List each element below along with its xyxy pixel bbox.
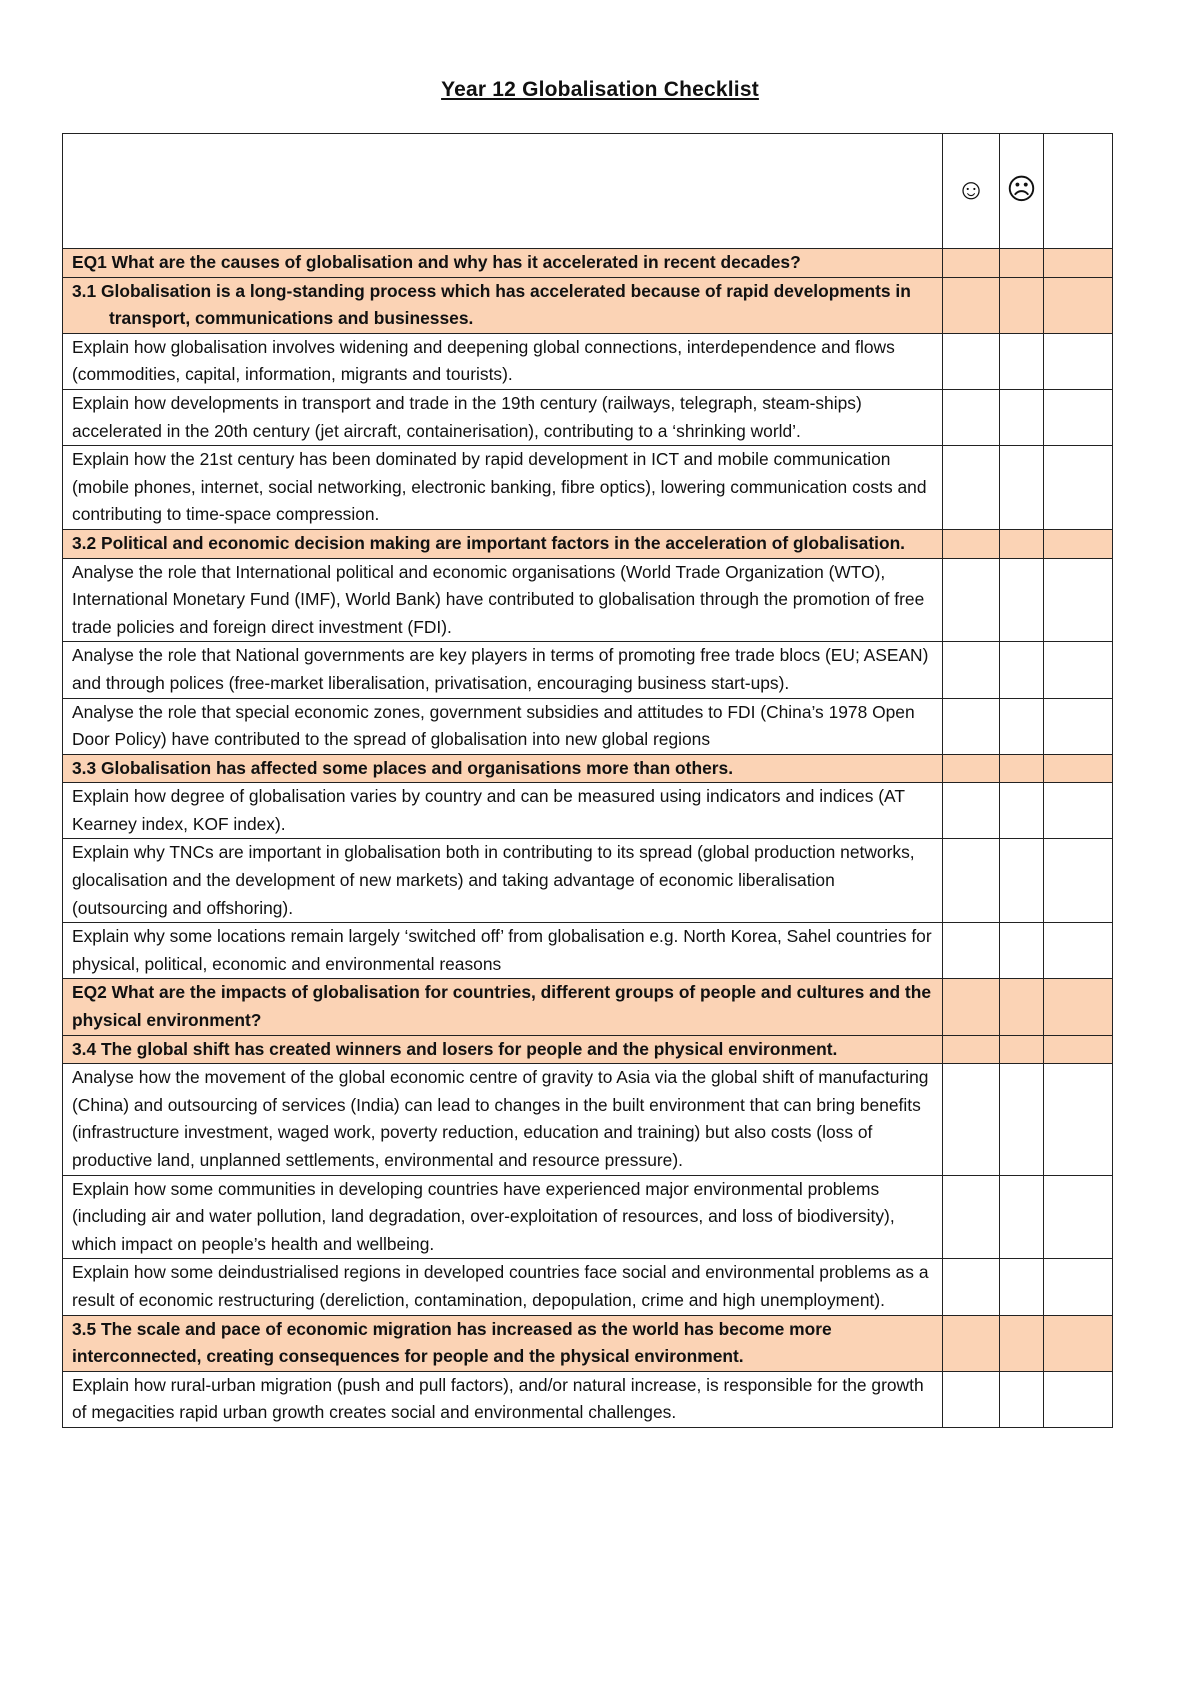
checklist-table (62, 133, 1113, 1428)
extra-check-cell[interactable] (1044, 783, 1113, 839)
checklist-item-text: Explain how developments in transport and trade in the 19th century (railways, telegraph, steam-ships) accelerated in the 20th century (jet aircraft, containerisation), contributing to a ‘shrinking world’. (63, 389, 943, 445)
extra-check-cell (1044, 1035, 1113, 1064)
checklist-item-row (63, 1064, 1113, 1175)
extra-check-cell[interactable] (1044, 839, 1113, 923)
happy-check-cell (943, 277, 1000, 333)
sad-check-cell[interactable] (1000, 1064, 1044, 1175)
happy-check-cell[interactable] (943, 1175, 1000, 1259)
section-heading-row (63, 1315, 1113, 1371)
checklist-item-text: Analyse how the movement of the global economic centre of gravity to Asia via the global shift of manufacturing (China) and outsourcing of services (India) can lead to changes in the built environment that can bring benefits (infrastructure investment, waged work, poverty reduction, education and training) but also costs (loss of productive land, unplanned settlements, environmental and resource pressure). (63, 1064, 943, 1175)
checklist-item-text: Explain how some communities in developing countries have experienced major environmental problems (including air and water pollution, land degradation, over-exploitation of resources, and loss of biodiversity), which impact on people’s health and wellbeing. (63, 1175, 943, 1259)
extra-check-cell[interactable] (1044, 333, 1113, 389)
sad-check-cell (1000, 754, 1044, 783)
checklist-item-row (63, 558, 1113, 642)
extra-check-cell[interactable] (1044, 389, 1113, 445)
sad-check-cell (1000, 249, 1044, 278)
happy-check-cell (943, 1315, 1000, 1371)
checklist-item-row (63, 839, 1113, 923)
section-heading-row (63, 529, 1113, 558)
extra-check-cell[interactable] (1044, 1175, 1113, 1259)
sad-check-cell[interactable] (1000, 698, 1044, 754)
happy-check-cell[interactable] (943, 333, 1000, 389)
header-row (63, 134, 1113, 249)
sad-check-cell (1000, 277, 1044, 333)
happy-check-cell[interactable] (943, 698, 1000, 754)
sad-check-cell[interactable] (1000, 1259, 1044, 1315)
checklist-item-text: Explain how degree of globalisation varies by country and can be measured using indicators and indices (AT Kearney index, KOF index). (63, 783, 943, 839)
happy-check-cell[interactable] (943, 558, 1000, 642)
happy-check-cell (943, 1035, 1000, 1064)
checklist-item-text: Analyse the role that International political and economic organisations (World Trade Organization (WTO), International Monetary Fund (IMF), World Bank) have contributed to globalisation through the promotion of free trade policies and foreign direct investment (FDI). (63, 558, 943, 642)
sad-check-cell (1000, 529, 1044, 558)
checklist-item-row (63, 389, 1113, 445)
extra-check-cell[interactable] (1044, 1371, 1113, 1427)
sad-check-cell[interactable] (1000, 923, 1044, 979)
checklist-item-text: Explain how some deindustrialised regions in developed countries face social and environmental problems as a result of economic restructuring (dereliction, contamination, depopulation, crime and high unemployment). (63, 1259, 943, 1315)
happy-check-cell[interactable] (943, 923, 1000, 979)
happy-check-cell[interactable] (943, 839, 1000, 923)
extra-check-cell (1044, 979, 1113, 1035)
section-heading-text: EQ1 What are the causes of globalisation and why has it accelerated in recent decades? (63, 249, 943, 278)
happy-check-cell (943, 529, 1000, 558)
checklist-item-text: Analyse the role that special economic zones, government subsidies and attitudes to FDI (China’s 1978 Open Door Policy) have contributed to the spread of globalisation into new global regions (63, 698, 943, 754)
checklist-item-row (63, 698, 1113, 754)
checklist-item-row (63, 783, 1113, 839)
extra-check-cell[interactable] (1044, 923, 1113, 979)
sad-check-cell[interactable] (1000, 389, 1044, 445)
checklist-item-text: Explain why TNCs are important in globalisation both in contributing to its spread (global production networks, glocalisation and the development of new markets) and taking advantage of economic liberalisation (outsourcing and offshoring). (63, 839, 943, 923)
checklist-item-row (63, 1259, 1113, 1315)
section-heading-row (63, 1035, 1113, 1064)
section-heading-text: EQ2 What are the impacts of globalisation for countries, different groups of people and cultures and the physical environment? (63, 979, 943, 1035)
extra-check-cell (1044, 1315, 1113, 1371)
happy-check-cell[interactable] (943, 1259, 1000, 1315)
section-heading-row (63, 249, 1113, 278)
extra-check-cell (1044, 277, 1113, 333)
sad-check-cell[interactable] (1000, 558, 1044, 642)
sad-check-cell (1000, 979, 1044, 1035)
section-heading-text: 3.2 Political and economic decision making are important factors in the acceleration of globalisation. (63, 529, 943, 558)
section-heading-text: 3.3 Globalisation has affected some places and organisations more than others. (63, 754, 943, 783)
extra-check-cell[interactable] (1044, 642, 1113, 698)
checklist-item-text: Explain how the 21st century has been dominated by rapid development in ICT and mobile communication (mobile phones, internet, social networking, electronic banking, fibre optics), lowering communication costs and contributing to time-space compression. (63, 446, 943, 530)
section-heading-text: 3.4 The global shift has created winners and losers for people and the physical environment. (63, 1035, 943, 1064)
checklist-item-row (63, 642, 1113, 698)
checklist-item-row (63, 923, 1113, 979)
extra-check-cell[interactable] (1044, 698, 1113, 754)
happy-check-cell[interactable] (943, 446, 1000, 530)
happy-check-cell[interactable] (943, 1064, 1000, 1175)
sad-face-icon: ☹ (1000, 134, 1044, 249)
checklist-item-row (63, 1175, 1113, 1259)
section-heading-text: 3.1 Globalisation is a long-standing process which has accelerated because of rapid developments in transport, communications and businesses. (63, 277, 943, 333)
header-blank-cell (63, 134, 943, 249)
checklist-item-text: Explain how globalisation involves widening and deepening global connections, interdependence and flows (commodities, capital, information, migrants and tourists). (63, 333, 943, 389)
checklist-item-text: Explain why some locations remain largely ‘switched off’ from globalisation e.g. North Korea, Sahel countries for physical, political, economic and environmental reasons (63, 923, 943, 979)
happy-check-cell (943, 249, 1000, 278)
checklist-item-row (63, 446, 1113, 530)
page-title: Year 12 Globalisation Checklist (441, 78, 759, 101)
sad-check-cell[interactable] (1000, 446, 1044, 530)
extra-check-cell[interactable] (1044, 446, 1113, 530)
checklist-item-row (63, 333, 1113, 389)
checklist-item-text: Explain how rural-urban migration (push and pull factors), and/or natural increase, is responsible for the growth of megacities rapid urban growth creates social and environmental challenges. (63, 1371, 943, 1427)
sad-check-cell (1000, 1035, 1044, 1064)
happy-check-cell[interactable] (943, 389, 1000, 445)
sad-check-cell[interactable] (1000, 642, 1044, 698)
section-heading-row (63, 277, 1113, 333)
extra-check-cell (1044, 754, 1113, 783)
sad-check-cell[interactable] (1000, 1175, 1044, 1259)
extra-check-cell[interactable] (1044, 558, 1113, 642)
happy-face-icon: ☺ (943, 134, 1000, 249)
happy-check-cell (943, 979, 1000, 1035)
section-heading-text: 3.5 The scale and pace of economic migration has increased as the world has become more interconnected, creating consequences for people and the physical environment. (63, 1315, 943, 1371)
extra-check-cell (1044, 249, 1113, 278)
happy-check-cell[interactable] (943, 783, 1000, 839)
sad-check-cell (1000, 1315, 1044, 1371)
happy-check-cell[interactable] (943, 642, 1000, 698)
extra-check-cell[interactable] (1044, 1064, 1113, 1175)
section-heading-row (63, 979, 1113, 1035)
sad-check-cell[interactable] (1000, 839, 1044, 923)
happy-check-cell (943, 754, 1000, 783)
extra-check-cell[interactable] (1044, 1259, 1113, 1315)
sad-check-cell[interactable] (1000, 1371, 1044, 1427)
checklist-item-row (63, 1371, 1113, 1427)
checklist-item-text: Analyse the role that National governments are key players in terms of promoting free trade blocs (EU; ASEAN) and through polices (free-market liberalisation, privatisation, encouraging business start-ups). (63, 642, 943, 698)
section-heading-row (63, 754, 1113, 783)
happy-check-cell[interactable] (943, 1371, 1000, 1427)
sad-check-cell[interactable] (1000, 783, 1044, 839)
header-extra-cell (1044, 134, 1113, 249)
sad-check-cell[interactable] (1000, 333, 1044, 389)
extra-check-cell (1044, 529, 1113, 558)
